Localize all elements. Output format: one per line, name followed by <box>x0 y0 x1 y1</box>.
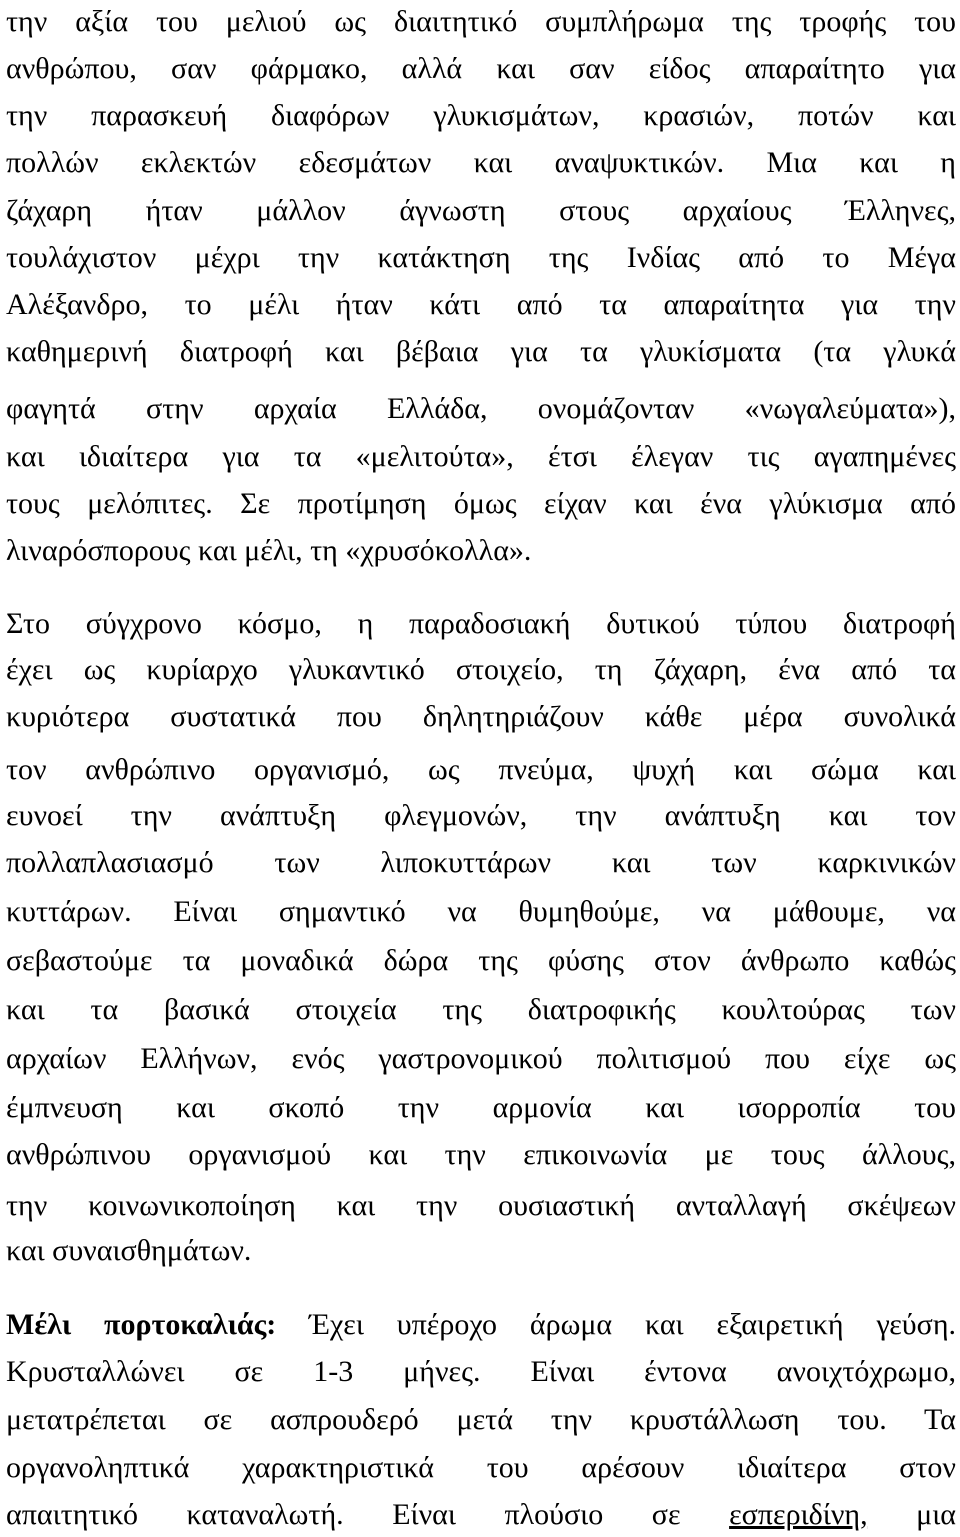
text-line: σεβαστούμε τα μοναδικά δώρα της φύσης στον άνθρωπο καθώς <box>6 944 956 977</box>
text-line: πολλαπλασιασμό των λιποκυττάρων και των καρκινικών <box>6 846 956 879</box>
text-line <box>6 1301 956 1349</box>
text-line: λιναρόσπορους και μέλι, τη «χρυσόκολλα». <box>6 534 532 567</box>
text-line: έμπνευση και σκοπό την αρμονία και ισορροπία του <box>6 1091 956 1124</box>
text-span: απαιτητικό καταναλωτή. Είναι πλούσιο σε <box>6 1498 730 1531</box>
text-line: κυττάρων. Είναι σημαντικό να θυμηθούμε, να μάθουμε, να <box>6 895 956 928</box>
text-line <box>6 1491 956 1537</box>
text-line: πολλών εκλεκτών εδεσμάτων και αναψυκτικών. Μια και η <box>6 146 956 179</box>
text-line: Αλέξανδρο, το μέλι ήταν κάτι από τα απαραίτητα για την <box>6 288 956 321</box>
text-line: ευνοεί την ανάπτυξη φλεγμονών, την ανάπτυξη και τον <box>6 799 956 832</box>
text-line: ανθρώπου, σαν φάρμακο, αλλά και σαν είδος απαραίτητο για <box>6 52 956 85</box>
text-line: έχει ως κυρίαρχο γλυκαντικό στοιχείο, τη ζάχαρη, ένα από τα <box>6 653 956 686</box>
text-line: τον ανθρώπινο οργανισμό, ως πνεύμα, ψυχή και σώμα και <box>6 753 956 786</box>
text-line: και συναισθημάτων. <box>6 1234 252 1267</box>
text-span: Έχει υπέροχο άρωμα και εξαιρετική γεύση. <box>276 1308 956 1341</box>
text-line: Στο σύγχρονο κόσμο, η παραδοσιακή δυτικού τύπου διατροφή <box>6 607 956 640</box>
text-line: την παρασκευή διαφόρων γλυκισμάτων, κρασιών, ποτών και <box>6 99 956 132</box>
text-line: την αξία του μελιού ως διαιτητικό συμπλήρωμα της τροφής του <box>6 5 956 38</box>
text-line: και τα βασικά στοιχεία της διατροφικής κουλτούρας των <box>6 993 956 1026</box>
text-line: και ιδιαίτερα για τα «μελιτούτα», έτσι έλεγαν τις αγαπημένες <box>6 440 956 473</box>
text-line: οργανοληπτικά χαρακτηριστικά του αρέσουν ιδιαίτερα στον <box>6 1451 956 1484</box>
text-span: μια <box>867 1498 956 1531</box>
text-line: αρχαίων Ελλήνων, ενός γαστρονομικού πολιτισμού που είχε ως <box>6 1042 956 1075</box>
text-line: κυριότερα συστατικά που δηλητηριάζουν κάθε μέρα συνολικά <box>6 700 956 733</box>
text-line: καθημερινή διατροφή και βέβαια για τα γλυκίσματα (τα γλυκά <box>6 335 956 368</box>
text-line: φαγητά στην αρχαία Ελλάδα, ονομάζονταν «νωγαλεύματα»), <box>6 392 956 425</box>
honey-term-heading: Μέλι πορτοκαλιάς: <box>6 1308 277 1341</box>
text-line: μετατρέπεται σε ασπρουδερό μετά την κρυστάλλωση του. Τα <box>6 1403 956 1436</box>
text-line: τους μελόπιτες. Σε προτίμηση όμως είχαν και ένα γλύκισμα από <box>6 487 956 520</box>
hesperidin-link[interactable]: εσπεριδίνη, <box>729 1498 868 1531</box>
text-line: τουλάχιστον μέχρι την κατάκτηση της Ινδίας από το Μέγα <box>6 241 956 274</box>
text-line: Κρυσταλλώνει σε 1-3 μήνες. Είναι έντονα ανοιχτόχρωμο, <box>6 1355 956 1388</box>
text-line: την κοινωνικοποίηση και την ουσιαστική ανταλλαγή σκέψεων <box>6 1189 956 1222</box>
text-line: ανθρώπινου οργανισμού και την επικοινωνία με τους άλλους, <box>6 1138 956 1171</box>
text-line: ζάχαρη ήταν μάλλον άγνωστη στους αρχαίους Έλληνες, <box>6 194 956 227</box>
